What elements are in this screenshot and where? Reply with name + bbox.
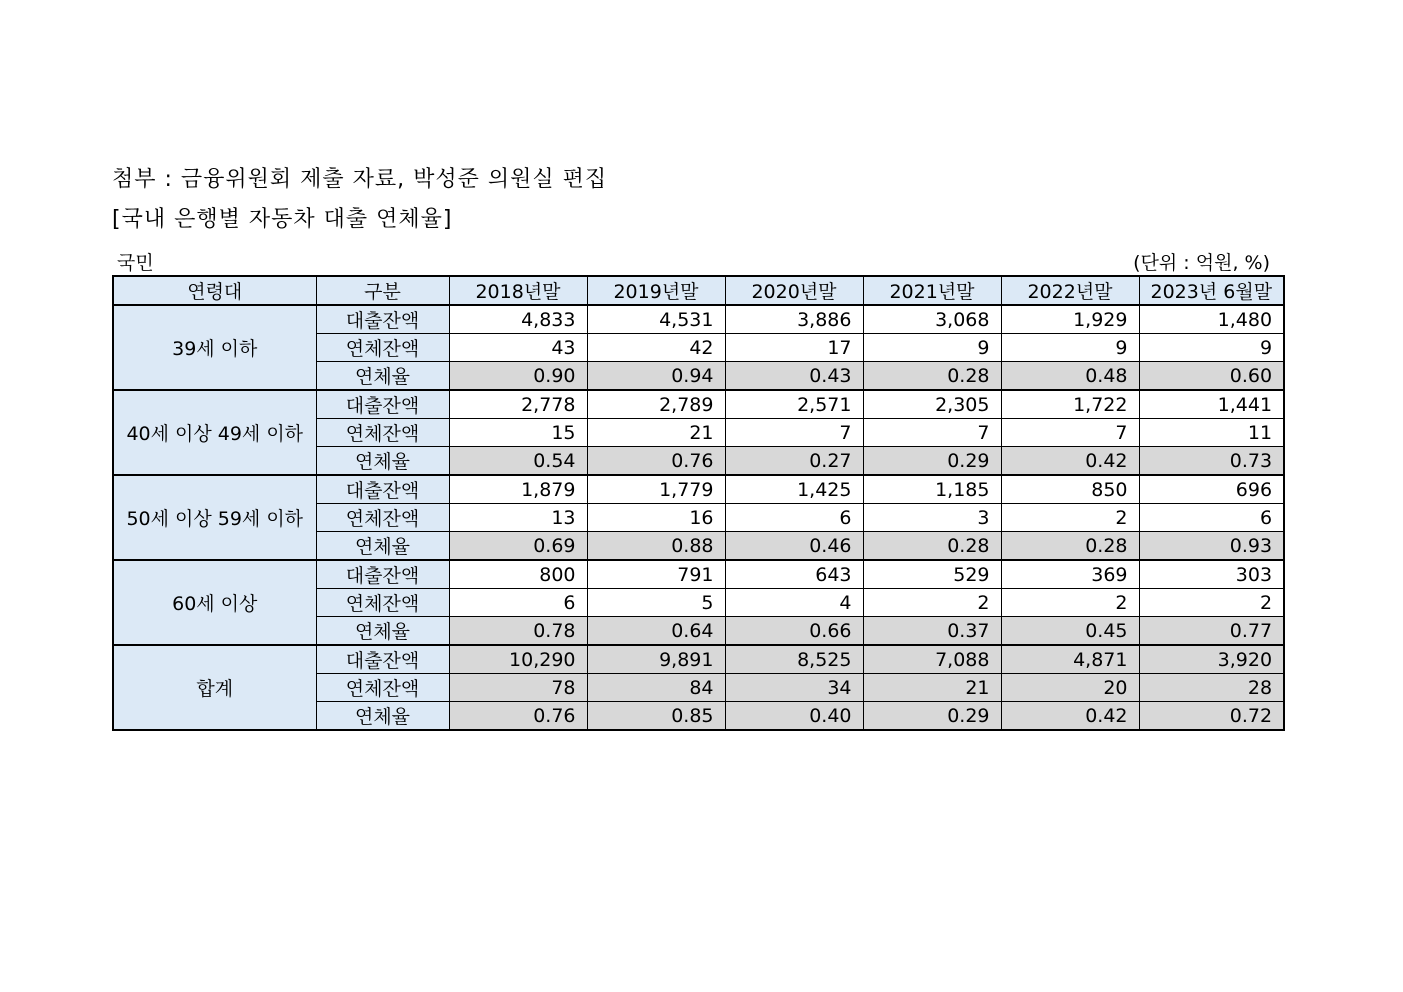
value-cell: 84 bbox=[587, 674, 725, 702]
value-cell: 4 bbox=[725, 589, 863, 617]
value-cell: 850 bbox=[1001, 475, 1139, 504]
value-cell: 21 bbox=[863, 674, 1001, 702]
category-cell: 연체율 bbox=[316, 447, 449, 476]
value-cell: 0.77 bbox=[1139, 617, 1284, 646]
category-cell: 연체율 bbox=[316, 702, 449, 731]
value-cell: 2 bbox=[1001, 589, 1139, 617]
value-cell: 0.72 bbox=[1139, 702, 1284, 731]
table-row bbox=[113, 475, 1284, 504]
value-cell: 0.69 bbox=[449, 532, 587, 561]
value-cell: 4,833 bbox=[449, 305, 587, 334]
table-row bbox=[113, 560, 1284, 589]
category-cell: 대출잔액 bbox=[316, 475, 449, 504]
column-header: 2023년 6월말 bbox=[1139, 276, 1284, 305]
column-header: 2019년말 bbox=[587, 276, 725, 305]
value-cell: 1,879 bbox=[449, 475, 587, 504]
value-cell: 0.64 bbox=[587, 617, 725, 646]
value-cell: 0.43 bbox=[725, 362, 863, 391]
value-cell: 34 bbox=[725, 674, 863, 702]
category-cell: 대출잔액 bbox=[316, 305, 449, 334]
value-cell: 0.93 bbox=[1139, 532, 1284, 561]
value-cell: 0.45 bbox=[1001, 617, 1139, 646]
value-cell: 1,185 bbox=[863, 475, 1001, 504]
value-cell: 9 bbox=[1139, 334, 1284, 362]
value-cell: 20 bbox=[1001, 674, 1139, 702]
value-cell: 800 bbox=[449, 560, 587, 589]
category-cell: 연체잔액 bbox=[316, 419, 449, 447]
table-row bbox=[113, 390, 1284, 419]
value-cell: 6 bbox=[449, 589, 587, 617]
value-cell: 6 bbox=[725, 504, 863, 532]
value-cell: 7 bbox=[863, 419, 1001, 447]
value-cell: 0.88 bbox=[587, 532, 725, 561]
value-cell: 791 bbox=[587, 560, 725, 589]
value-cell: 0.66 bbox=[725, 617, 863, 646]
value-cell: 15 bbox=[449, 419, 587, 447]
value-cell: 0.42 bbox=[1001, 702, 1139, 731]
value-cell: 0.46 bbox=[725, 532, 863, 561]
table-header-row bbox=[113, 276, 1284, 305]
category-cell: 연체잔액 bbox=[316, 674, 449, 702]
value-cell: 643 bbox=[725, 560, 863, 589]
value-cell: 0.40 bbox=[725, 702, 863, 731]
value-cell: 7 bbox=[1001, 419, 1139, 447]
category-cell: 연체잔액 bbox=[316, 589, 449, 617]
value-cell: 529 bbox=[863, 560, 1001, 589]
category-cell: 연체율 bbox=[316, 532, 449, 561]
value-cell: 0.76 bbox=[449, 702, 587, 731]
value-cell: 5 bbox=[587, 589, 725, 617]
value-cell: 3 bbox=[863, 504, 1001, 532]
value-cell: 0.73 bbox=[1139, 447, 1284, 476]
value-cell: 6 bbox=[1139, 504, 1284, 532]
value-cell: 43 bbox=[449, 334, 587, 362]
bank-name: 국민 bbox=[117, 252, 154, 274]
value-cell: 9,891 bbox=[587, 645, 725, 674]
value-cell: 0.78 bbox=[449, 617, 587, 646]
age-group-cell: 50세 이상 59세 이하 bbox=[113, 475, 316, 560]
value-cell: 3,886 bbox=[725, 305, 863, 334]
category-cell: 연체잔액 bbox=[316, 334, 449, 362]
category-cell: 대출잔액 bbox=[316, 390, 449, 419]
value-cell: 303 bbox=[1139, 560, 1284, 589]
value-cell: 9 bbox=[1001, 334, 1139, 362]
value-cell: 0.28 bbox=[863, 532, 1001, 561]
value-cell: 0.28 bbox=[1001, 532, 1139, 561]
category-cell: 연체율 bbox=[316, 362, 449, 391]
value-cell: 1,929 bbox=[1001, 305, 1139, 334]
value-cell: 696 bbox=[1139, 475, 1284, 504]
table-row bbox=[113, 305, 1284, 334]
column-header: 2020년말 bbox=[725, 276, 863, 305]
value-cell: 0.37 bbox=[863, 617, 1001, 646]
age-group-cell: 40세 이상 49세 이하 bbox=[113, 390, 316, 475]
value-cell: 10,290 bbox=[449, 645, 587, 674]
value-cell: 13 bbox=[449, 504, 587, 532]
value-cell: 17 bbox=[725, 334, 863, 362]
value-cell: 4,871 bbox=[1001, 645, 1139, 674]
unit-label: (단위 : 억원, %) bbox=[1133, 252, 1270, 274]
value-cell: 3,920 bbox=[1139, 645, 1284, 674]
value-cell: 0.60 bbox=[1139, 362, 1284, 391]
value-cell: 1,779 bbox=[587, 475, 725, 504]
value-cell: 0.76 bbox=[587, 447, 725, 476]
value-cell: 78 bbox=[449, 674, 587, 702]
column-header: 2022년말 bbox=[1001, 276, 1139, 305]
value-cell: 2 bbox=[1001, 504, 1139, 532]
column-header: 2021년말 bbox=[863, 276, 1001, 305]
value-cell: 16 bbox=[587, 504, 725, 532]
value-cell: 28 bbox=[1139, 674, 1284, 702]
value-cell: 0.27 bbox=[725, 447, 863, 476]
column-header: 2018년말 bbox=[449, 276, 587, 305]
value-cell: 7,088 bbox=[863, 645, 1001, 674]
value-cell: 369 bbox=[1001, 560, 1139, 589]
column-header: 연령대 bbox=[113, 276, 316, 305]
value-cell: 2,571 bbox=[725, 390, 863, 419]
value-cell: 4,531 bbox=[587, 305, 725, 334]
value-cell: 1,480 bbox=[1139, 305, 1284, 334]
value-cell: 11 bbox=[1139, 419, 1284, 447]
value-cell: 1,425 bbox=[725, 475, 863, 504]
table-row bbox=[113, 645, 1284, 674]
category-cell: 대출잔액 bbox=[316, 645, 449, 674]
table-body bbox=[113, 305, 1284, 730]
value-cell: 0.29 bbox=[863, 702, 1001, 731]
table-title: [국내 은행별 자동차 대출 연체율] bbox=[112, 207, 453, 232]
value-cell: 1,722 bbox=[1001, 390, 1139, 419]
age-group-cell: 39세 이하 bbox=[113, 305, 316, 390]
value-cell: 9 bbox=[863, 334, 1001, 362]
category-cell: 연체잔액 bbox=[316, 504, 449, 532]
value-cell: 2,789 bbox=[587, 390, 725, 419]
age-group-cell: 60세 이상 bbox=[113, 560, 316, 645]
document-title: 첨부 : 금융위원회 제출 자료, 박성준 의원실 편집 bbox=[112, 167, 608, 192]
value-cell: 2 bbox=[1139, 589, 1284, 617]
value-cell: 3,068 bbox=[863, 305, 1001, 334]
value-cell: 0.48 bbox=[1001, 362, 1139, 391]
value-cell: 1,441 bbox=[1139, 390, 1284, 419]
column-header: 구분 bbox=[316, 276, 449, 305]
value-cell: 0.54 bbox=[449, 447, 587, 476]
age-group-cell: 합계 bbox=[113, 645, 316, 730]
value-cell: 0.94 bbox=[587, 362, 725, 391]
value-cell: 2 bbox=[863, 589, 1001, 617]
value-cell: 42 bbox=[587, 334, 725, 362]
category-cell: 연체율 bbox=[316, 617, 449, 646]
delinquency-table bbox=[112, 275, 1285, 731]
category-cell: 대출잔액 bbox=[316, 560, 449, 589]
value-cell: 2,305 bbox=[863, 390, 1001, 419]
value-cell: 21 bbox=[587, 419, 725, 447]
value-cell: 0.90 bbox=[449, 362, 587, 391]
value-cell: 0.85 bbox=[587, 702, 725, 731]
value-cell: 0.28 bbox=[863, 362, 1001, 391]
value-cell: 0.42 bbox=[1001, 447, 1139, 476]
value-cell: 8,525 bbox=[725, 645, 863, 674]
value-cell: 7 bbox=[725, 419, 863, 447]
value-cell: 0.29 bbox=[863, 447, 1001, 476]
value-cell: 2,778 bbox=[449, 390, 587, 419]
